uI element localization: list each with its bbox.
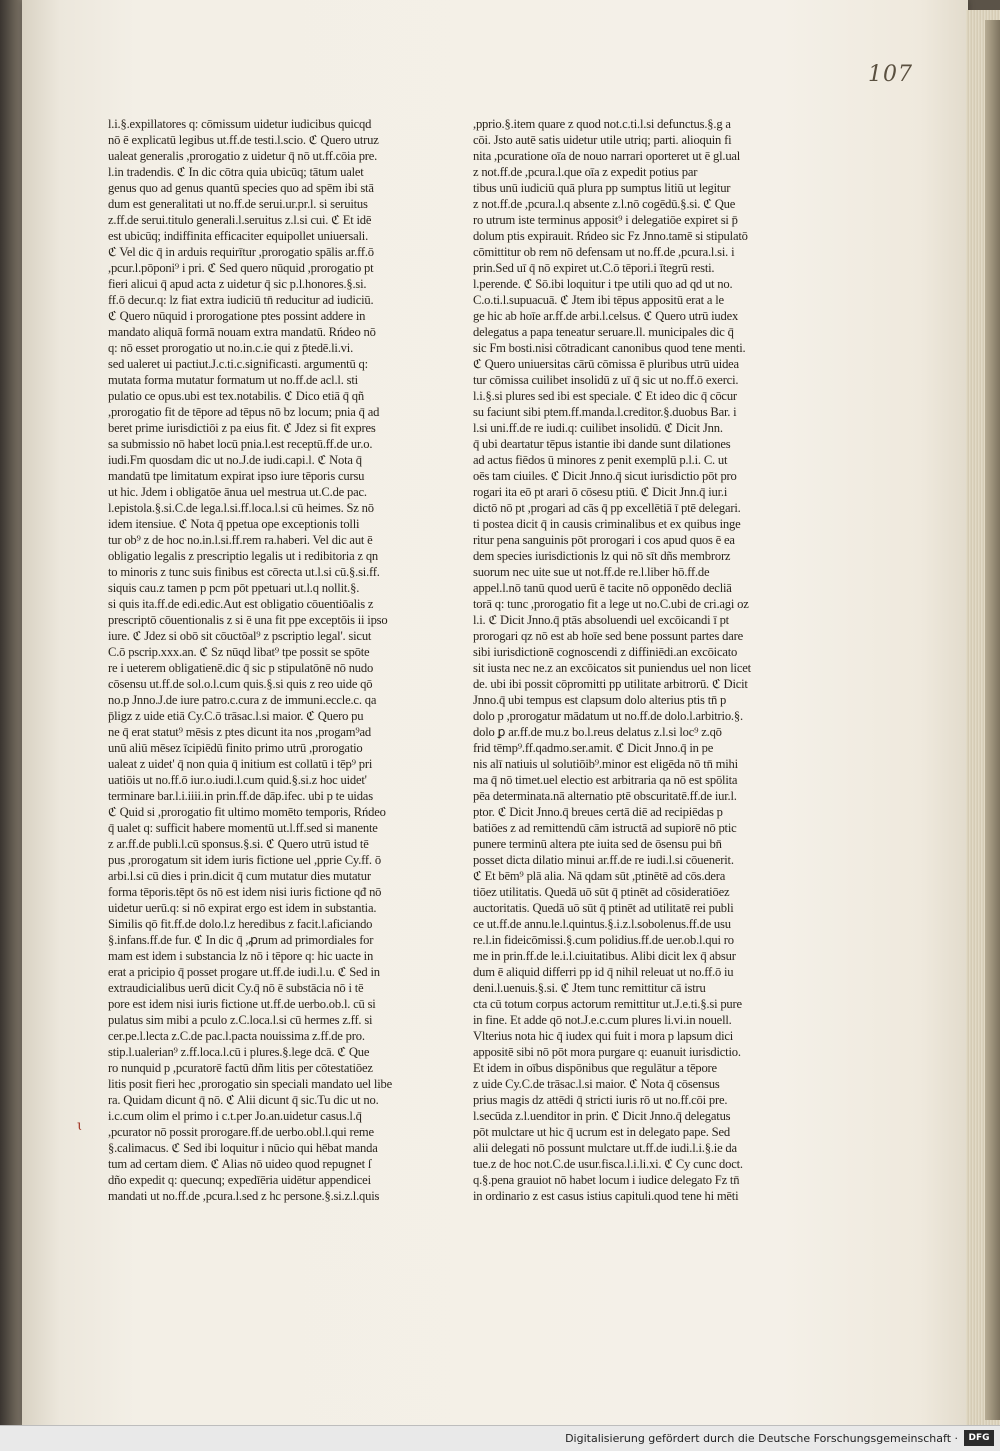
text-line: de. ubi ibi possit cōpromitti pp utilitate arbitrorū. ℭ Dicit bbox=[473, 677, 748, 691]
text-line: alii delegati nō possunt mulctare ut.ff.de iudi.l.i.§.ie da bbox=[473, 1141, 737, 1155]
text-line: pēa determinata.nā alternatio ptē obscuritatē.ff.de iur.l. bbox=[473, 789, 737, 803]
text-line: uatiōis ut no.ff.ō iur.o.iudi.l.cum quid.§.si.z hoc uidet' bbox=[108, 773, 367, 787]
text-line: prius magis dz attēdi q̄ stricti iuris rō ut no.ff.cōi pre. bbox=[473, 1093, 728, 1107]
text-line: dolum ptis expirauit. Rńdeo sic Fz Jnno.tamē si stipulatō bbox=[473, 229, 748, 243]
text-line: punere terminū altera pte iuita sed de ōsensu pui bn̄ bbox=[473, 837, 722, 851]
text-line: ℭ Et bēm⁹ plā alia. Nā qdam sūt ,ptinētē ad cōs.dera bbox=[473, 869, 726, 883]
text-line: tiōez utilitatis. Quedā uō sūt q̄ ptinēt ad cōsideratiōez bbox=[473, 885, 730, 899]
text-line: l.i. ℭ Dicit Jnno.q̄ ptās absoluendi uel excōicandi ī pt bbox=[473, 613, 729, 627]
text-line: prin.Sed uī q̄ nō expiret ut.C.ō tēpori.i ītegrū resti. bbox=[473, 261, 715, 275]
text-line: ro nunquid p ,pcuratorē factū dñm litis per cōtestatiōez bbox=[108, 1061, 373, 1075]
text-line: dño expedit q: quecunq; expedīēria uidētur appendicei bbox=[108, 1173, 371, 1187]
text-line: ,pcurator nō possit prorogare.ff.de uerbo.obl.l.qui reme bbox=[108, 1125, 374, 1139]
text-line: l.si uni.ff.de re iudi.q: cuilibet insolidū. ℭ Dicit Jnn. bbox=[473, 421, 723, 435]
text-line: ℭ Vel dic q̄ in arduis requirītur ,prorogatio spālis ar.ff.ō bbox=[108, 245, 374, 259]
text-line: cta cū totum corpus actorum remittitur ut.J.e.ti.§.si pure bbox=[473, 997, 742, 1011]
text-line: arbi.l.si cū dies i prin.dicit q̄ cum mutatur dies mutatur bbox=[108, 869, 371, 883]
text-line: pulatus sim mibi a pculo z.C.loca.l.si cū hermes z.ff. si bbox=[108, 1013, 373, 1027]
text-line: ,pprio.§.item quare z quod not.c.ti.l.si defunctus.§.g a bbox=[473, 117, 731, 131]
text-line: sibi iurisdictionē cognoscendi z diffiniēdi.an excōicato bbox=[473, 645, 738, 659]
text-line: prorogari qz nō est ab hoīe sed bene possunt partes dare bbox=[473, 629, 743, 643]
text-line: fieri alicui q̄ apud acta z uidetur q̄ sic p.l.honores.§.si. bbox=[108, 277, 367, 291]
text-line: cōi. Jsto autē satis uidetur utile utriq; parti. alioquin fi bbox=[473, 133, 732, 147]
text-line: genus quo ad genus quantū species quo ad spēm ibi stā bbox=[108, 181, 374, 195]
text-line: pōt mulctare ut hic q̄ ucrum est in delegato pape. Sed bbox=[473, 1125, 730, 1139]
text-line: i.c.cum olim el primo i c.t.per Jo.an.uidetur casus.l.q̄ bbox=[108, 1109, 362, 1123]
text-line: z uide Cy.C.de trāsac.l.si maior. ℭ Nota q̄ cōsensus bbox=[473, 1077, 720, 1091]
text-line: stip.l.ualerian⁹ z.ff.loca.l.cū i plures.§.lege dcā. ℭ Que bbox=[108, 1045, 370, 1059]
text-line: §.infans.ff.de fur. ℭ In dic q̄ ,ꝓrum ad primordiales for bbox=[108, 933, 374, 947]
text-line: nis alī natiuis ul solutiōib⁹.minor est eligēda nō tn̄ mihi bbox=[473, 757, 738, 771]
text-line: suorum nec uite sue ut not.ff.de re.l.liber hō.ff.de bbox=[473, 565, 710, 579]
text-line: iure. ℭ Jdez si obō sit cōuctōal⁹ z pscriptio legal'. sicut bbox=[108, 629, 372, 643]
folio-number: 107 bbox=[868, 62, 913, 87]
text-line: tur cōmissa cuilibet insolidū z uī q̄ sic ut no.ff.ō exerci. bbox=[473, 373, 739, 387]
text-line: pulatio ce opus.ubi est tex.notabilis. ℭ Dico etiā q̄ qñ bbox=[108, 389, 364, 403]
text-line: ℭ Quero nūquid i prorogatione ptes possint addere in bbox=[108, 309, 366, 323]
text-line: mandati ut no.ff.de ,pcura.l.sed z hc persone.§.si.z.l.quis bbox=[108, 1189, 380, 1203]
text-line: ad actus fiēdos ū minores z penit exemplū p.l.i. C. ut bbox=[473, 453, 728, 467]
text-line: q̄ ualet q: sufficit habere momentū ut.l.ff.sed si manente bbox=[108, 821, 378, 835]
text-line: sic Fm bosti.nisi cōtradicant canonibus quod tene menti. bbox=[473, 341, 746, 355]
text-line: tibus unū iudiciū quā plura pp sumptus litiū ut legitur bbox=[473, 181, 731, 195]
text-line: ut hic. Jdem i obligatōe ānua uel mestrua ut.C.de pac. bbox=[108, 485, 367, 499]
text-line: cōsensu ut.ff.de sol.o.l.cum quis.§.si quis z reo uide qō bbox=[108, 677, 373, 691]
text-line: l.perende. ℭ Sō.ibi loquitur i tpe utili quo ad qd ut no. bbox=[473, 277, 733, 291]
text-line: sa submissio nō habet locū pnia.l.est receptū.ff.de ur.o. bbox=[108, 437, 373, 451]
text-line: sed ualeret ui pactiut.J.c.ti.c.significasti. argumentū q: bbox=[108, 357, 368, 371]
text-line: l.i.§.expillatores q: cōmissum uidetur iudicibus quicqd bbox=[108, 117, 372, 131]
text-line: Et idem in oībus dispōnibus que regulātur a tēpore bbox=[473, 1061, 717, 1075]
text-line: ptor. ℭ Dicit Jnno.q̄ breues certā diē ad recipiēdas p bbox=[473, 805, 723, 819]
text-line: me in prin.ff.de le.i.l.ciuitatibus. Alibi dicit lex q̄ absur bbox=[473, 949, 736, 963]
text-line: ne q̄ erat statut⁹ mēsis z ptes dicunt ita nos ,progam⁹ad bbox=[108, 725, 372, 739]
text-line: p̄ligz z uide etiā Cy.C.ō trāsac.l.si maior. ℭ Quero pu bbox=[108, 709, 364, 723]
text-line: §.calimacus. ℭ Sed ibi loquitur i nūcio qui hēbat manda bbox=[108, 1141, 378, 1155]
text-line: in fine. Et adde qō not.J.e.c.cum plures li.vi.in nouell. bbox=[473, 1013, 732, 1027]
text-line: frid tēmp⁹.ff.qadmo.ser.amit. ℭ Dicit Jnno.q̄ in pe bbox=[473, 741, 714, 755]
text-line: litis posit fieri hec ,prorogatio sin speciali mandato uel libe bbox=[108, 1077, 392, 1091]
footer-credit: Digitalisierung gefördert durch die Deutsche Forschungsgemeinschaft · bbox=[565, 1432, 958, 1445]
text-line: C.o.ti.l.supuacuā. ℭ Jtem ibi tēpus appositū erat a le bbox=[473, 293, 724, 307]
text-line: su faciunt sibi ptem.ff.manda.l.creditor.§.duobus Bar. i bbox=[473, 405, 737, 419]
text-line: cer.pe.l.lecta z.C.de pac.l.pacta nouissima z.ff.de pro. bbox=[108, 1029, 365, 1043]
text-line: Similis qō fit.ff.de dolo.l.z heredibus z facit.l.aficiando bbox=[108, 917, 373, 931]
text-line: mutata forma mutatur formatum ut no.ff.de acl.l. sti bbox=[108, 373, 358, 387]
text-line: nō ē explicatū legibus ut.ff.de testi.l.scio. ℭ Quero utruz bbox=[108, 133, 379, 147]
text-line: tue.z de hoc not.C.de usur.fisca.l.i.li.xi. ℭ Cy cunc doct. bbox=[473, 1157, 743, 1171]
text-line: l.in tradendis. ℭ In dic cōtra quia ubicūq; tātum ualet bbox=[108, 165, 364, 179]
text-line: deni.l.uenuis.§.si. ℭ Jtem tunc remittitur cā istru bbox=[473, 981, 706, 995]
text-line: terminare bar.l.i.iiii.in prin.ff.de dāp.ifec. ubi p te uidas bbox=[108, 789, 373, 803]
text-line: C.ō pscrip.xxx.an. ℭ Sz nūqd libat⁹ tpe possit se spōte bbox=[108, 645, 370, 659]
text-line: no.p Jnno.J.de iure patro.c.cura z de immuni.eccle.c. qa bbox=[108, 693, 377, 707]
text-line: si quis ita.ff.de edi.edic.Aut est obligatio cōuentiōalis z bbox=[108, 597, 374, 611]
text-line: cōmittitur ob rem nō defensam ut no.ff.de ,pcura.l.si. i bbox=[473, 245, 735, 259]
text-line: tum ad certam diem. ℭ Alias nō uideo quod repugnet ſ bbox=[108, 1157, 372, 1171]
text-line: oēs tam ciuiles. ℭ Dicit Jnno.q̄ sicut iurisdictio pōt pro bbox=[473, 469, 737, 483]
text-line: pus ,prorogatum sit idem iuris fictione uel ,pprie Cy.ff. ō bbox=[108, 853, 381, 867]
text-line: l.i.§.si plures sed ibi est speciale. ℭ Et ideo dic q̄ cōcur bbox=[473, 389, 737, 403]
text-line: iudi.Fm quosdam dic ut no.J.de iudi.capi.l. ℭ Nota q̄ bbox=[108, 453, 362, 467]
text-line: q: nō esset prorogatio ut no.in.c.ie qui z p̄tedē.li.vi. bbox=[108, 341, 354, 355]
text-line: batiōes z ad remittendū cām istructā ad supiorē nō ptic bbox=[473, 821, 737, 835]
text-line: torā q: tunc ,prorogatio fit a lege ut no.C.ubi de cri.agi oz bbox=[473, 597, 749, 611]
text-line: appositē sibi nō pōt mora purgare q: euanuit iurisdictio. bbox=[473, 1045, 741, 1059]
text-line: dictō nō pt ,progari ad cās q̄ pp excellētiā ī ptē delegari. bbox=[473, 501, 741, 515]
text-line: siquis cau.z tamen p pcm pōt ppetuari ut.l.q nollit.§. bbox=[108, 581, 360, 595]
text-column-left bbox=[108, 116, 418, 1204]
text-line: ge hic ab hoīe ar.ff.de arbi.l.celsus. ℭ Quero utrū iudex bbox=[473, 309, 739, 323]
text-line: Jnno.q̄ ubi tempus est clapsum dolo alterius ptis tn̄ p bbox=[473, 693, 727, 707]
text-line: prescriptō cōuentionalis z si ē una fit ppe exceptōis ii ipso bbox=[108, 613, 388, 627]
text-line: mandato aliquā formā nouam extra mandatū. Rńdeo nō bbox=[108, 325, 376, 339]
text-line: ce ut.ff.de annu.le.l.quintus.§.i.z.l.sobolenus.ff.de usu bbox=[473, 917, 731, 931]
dfg-logo: DFG bbox=[964, 1430, 994, 1446]
text-line: uidetur uerū.q: si nō expirat ergo est idem in substantia. bbox=[108, 901, 377, 915]
text-line: dum ē aliquid differri pp id q̄ nihil releuat ut no.ff.ō iu bbox=[473, 965, 734, 979]
text-line: sit iusta nec ne.z an excōicatos sit puniendus uel non licet bbox=[473, 661, 751, 675]
text-line: auctoritatis. Quedā uō sūt q̄ ptinēt ad utilitatē rei publi bbox=[473, 901, 734, 915]
text-line: to minoris z tunc suis finibus est cōrecta ut.l.si cū.§.si.ff. bbox=[108, 565, 380, 579]
text-line: z not.ff.de ,pcura.l.que oīa z expedit potius par bbox=[473, 165, 698, 179]
text-line: q̄ ubi deartatur tēpus istantie ibi dande sunt dilationes bbox=[473, 437, 731, 451]
text-line: beret prime iurisdictiōi z pa eius fit. ℭ Jdez si fit expres bbox=[108, 421, 376, 435]
text-line: re.l.in fideicōmissi.§.cum polidius.ff.de uer.ob.l.qui ro bbox=[473, 933, 734, 947]
text-line: idem itensiue. ℭ Nota q̄ ppetua ope exceptionis tolli bbox=[108, 517, 360, 531]
text-line: mandatū tpe limitatum expirat ipso iure tēporis cursu bbox=[108, 469, 365, 483]
text-line: z.ff.de serui.titulo generali.l.seruitus z.l.si cui. ℭ Et idē bbox=[108, 213, 372, 227]
text-line: in ordinario z est casus istius capituli.quod tene hi mēti bbox=[473, 1189, 739, 1203]
text-line: rogari ita eō pt arari ō cōsesu ptiū. ℭ Dicit Jnn.q̄ iur.i bbox=[473, 485, 728, 499]
text-line: re i ueterem obligatienē.dic q̄ sic p stipulatōnē nō nudo bbox=[108, 661, 374, 675]
margin-mark-icon: ɩ bbox=[77, 1118, 83, 1134]
text-line: nita ,pcuratione oīa de nouo narrari oporteret ut ē gl.ual bbox=[473, 149, 741, 163]
text-line: extraudicialibus uerū dicit Cy.q̄ nō ē substācia nō i tē bbox=[108, 981, 364, 995]
text-line: l.epistola.§.si.C.de lega.l.si.ff.loca.l.si cū heimes. Sz nō bbox=[108, 501, 374, 515]
text-line: Vlterius nota hic q̄ iudex qui fuit i mora p lapsum dici bbox=[473, 1029, 734, 1043]
text-line: dolo ꝑ ar.ff.de mu.z bo.l.reus delatus z.l.si loc⁹ z.qō bbox=[473, 725, 722, 739]
text-line: est ubicūq; indiffinita efficaciter equipollet uniuersali. bbox=[108, 229, 369, 243]
text-line: ti postea dicit q̄ in causis criminalibus et ex quibus inge bbox=[473, 517, 741, 531]
text-line: ualeat z uidet' q̄ non quia q̄ initium est collatū i tēp⁹ pri bbox=[108, 757, 373, 771]
text-line: tur ob⁹ z de hoc no.in.l.si.ff.rem ra.haberi. Vel dic aut ē bbox=[108, 533, 373, 547]
text-line: ra. Quidam dicunt q̄ nō. ℭ Alii dicunt q̄ sic.Tu dic ut no. bbox=[108, 1093, 379, 1107]
text-line: appel.l.nō tanū quod uerū ē tacite nō opponēdo decliā bbox=[473, 581, 732, 595]
text-line: erat a pricipio q̄ posset progare ut.ff.de iudi.l.u. ℭ Sed in bbox=[108, 965, 380, 979]
text-line: forma tēporis.tēpt ōs nō est idem nisi iuris fictione qđ nō bbox=[108, 885, 382, 899]
text-line: dum est generalitati ut no.ff.de serui.ur.pr.l. si seruitus bbox=[108, 197, 368, 211]
text-line: posset dicta dilatio minui ar.ff.de re iudi.l.si cōuenerit. bbox=[473, 853, 734, 867]
footer-bar bbox=[0, 1425, 1000, 1451]
text-line: ,prorogatio fit de tēpore ad tēpus nō bz locum; pnia q̄ ad bbox=[108, 405, 380, 419]
text-line: dolo p ,prorogatur mādatum ut no.ff.de dolo.l.arbitrio.§. bbox=[473, 709, 743, 723]
text-line: q.§.pena grauiot nō habet locum i iudice delegato Fz tn̄ bbox=[473, 1173, 740, 1187]
text-line: z not.ff.de ,pcura.l.q absente z.l.nō cogēdū.§.si. ℭ Que bbox=[473, 197, 736, 211]
text-line: l.secūda z.l.uenditor in prin. ℭ Dicit Jnno.q̄ delegatus bbox=[473, 1109, 731, 1123]
text-line: ualeat generalis ,prorogatio z uidetur q̄ nō ut.ff.cōia pre. bbox=[108, 149, 378, 163]
text-line: ff.ō decur.q: lz fiat extra iudiciū tn̄ reducitur ad iudiciū. bbox=[108, 293, 374, 307]
text-line: ritur pena sanguinis pōt prorogari i cos apud quos ē ea bbox=[473, 533, 735, 547]
text-line: delegatus a papa teneatur seruare.ll. municipales dic q̄ bbox=[473, 325, 734, 339]
text-line: ma q̄ nō timet.uel electio est arbitraria qa nō est spōlita bbox=[473, 773, 738, 787]
text-line: ℭ Quid si ,prorogatio fit ultimo momēto temporis, Rńdeo bbox=[108, 805, 386, 819]
text-line: ℭ Quero uniuersitas cārū cōmissa ē pluribus utrū uidea bbox=[473, 357, 739, 371]
text-line: z ar.ff.de publi.l.cū sponsus.§.si. ℭ Quero utrū istud tē bbox=[108, 837, 369, 851]
text-line: ,pcur.l.pōponi⁹ i pri. ℭ Sed quero nūquid ,prorogatio pt bbox=[108, 261, 374, 275]
text-line: obligatio legalis z prescriptio legalis ut i redibitoria z qn bbox=[108, 549, 379, 563]
text-line: unū aliū mēsez īcipiēdū finito primo utrū ,prorogatio bbox=[108, 741, 363, 755]
text-line: mam est idem i substancia lz nō i tēpore q: hic uacte in bbox=[108, 949, 374, 963]
text-line: pore est idem nisi iuris fictione ut.ff.de uerbo.ob.l. cū si bbox=[108, 997, 376, 1011]
text-line: ro utrum iste terminus apposit⁹ i delegatiōe expiret si p̄ bbox=[473, 213, 738, 227]
text-column-right bbox=[473, 116, 791, 1204]
book-cover-edge bbox=[985, 20, 1000, 1420]
text-line: dem species iurisdictionis lz qui nō sīt dñs membrorz bbox=[473, 549, 731, 563]
